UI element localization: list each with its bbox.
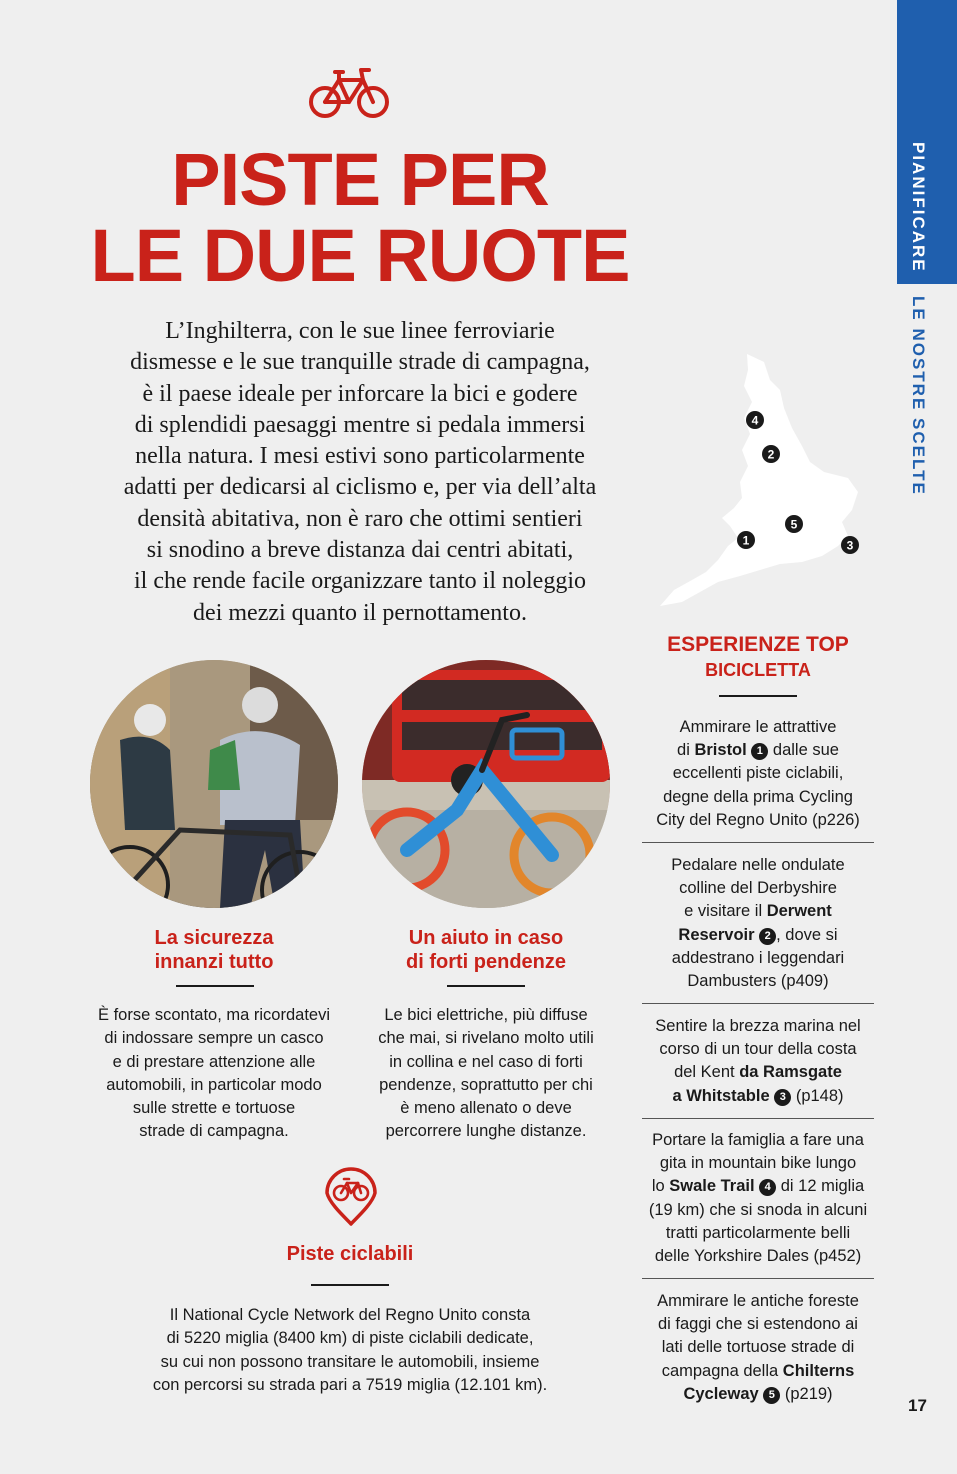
map-marker (785, 515, 803, 533)
map-marker (737, 531, 755, 549)
intro-line: densità abitativa, non è raro che ottimi sentieri (137, 505, 583, 532)
experience-line: (19 km) che si snoda in alcuni (648, 1200, 868, 1219)
experiences-title: ESPERIENZE TOP (667, 633, 849, 656)
divider (719, 695, 797, 697)
box-title-line: di forti pendenze (406, 951, 566, 973)
divider (447, 985, 525, 987)
box-safety-text (79, 1004, 349, 1144)
place-name: a Whitstable (672, 1086, 770, 1105)
box-text-line: su cui non possono transitare le automobili, insieme (160, 1352, 540, 1371)
experience-line: Ammirare le antiche foreste (657, 1292, 859, 1310)
intro-line: nella natura. I mesi estivi sono particolarmente (135, 443, 585, 470)
experience-line: campagna della Chilterns (661, 1361, 855, 1380)
box-text-line: con percorsi su strada pari a 7519 miglia (12.101 km). (152, 1375, 548, 1394)
map-number-badge: 4 (759, 1179, 776, 1196)
experience-line: eccellenti piste ciclabili, (672, 764, 844, 783)
intro-line: dei mezzi quanto il pernottamento. (193, 599, 527, 626)
box-cycle-paths-text (100, 1304, 600, 1397)
box-text-line: sulle strette e tortuose (132, 1099, 296, 1118)
page-number: 17 (908, 1396, 927, 1415)
cyclists-illustration (90, 660, 338, 908)
map-number-badge: 3 (774, 1089, 791, 1106)
place-name: Cycleway (683, 1384, 759, 1403)
box-text-line: pendenze, soprattutto per chi (379, 1075, 593, 1094)
experience-line: del Kent da Ramsgate (674, 1063, 842, 1082)
box-cycle-paths-title: Piste ciclabili (286, 1243, 414, 1265)
experience-line: lati delle tortuose strade di (661, 1338, 855, 1357)
svg-text:1: 1 (742, 533, 750, 548)
box-ebike-text (351, 1004, 621, 1144)
experience-item-bristol (642, 716, 874, 843)
bicycle-icon (307, 62, 393, 122)
experience-line: a Whitstable 3 (p148) (672, 1086, 844, 1105)
experience-line: Reservoir 2 , dove si (678, 925, 838, 944)
svg-text:2: 2 (767, 447, 775, 462)
svg-text:3: 3 (846, 538, 854, 553)
map-marker (841, 536, 859, 554)
svg-text:5: 5 (790, 517, 798, 532)
intro-line: di splendidi paesaggi mentre si pedala immersi (134, 411, 586, 438)
page-title-line-1: PISTE PER (171, 138, 549, 221)
place-name: Reservoir (678, 925, 755, 944)
place-name: Chilterns (782, 1361, 855, 1380)
box-text-line: automobili, in particolar modo (106, 1075, 322, 1094)
box-title-line: Un aiuto in caso (408, 927, 564, 949)
experience-line: e visitare il Derwent (684, 902, 832, 921)
section-label-le-nostre-scelte: LE NOSTRE SCELTE (909, 296, 928, 496)
map-number-badge: 2 (759, 928, 776, 945)
experience-item-derwent (642, 854, 874, 1004)
box-text-line: e di prestare attenzione alle (112, 1052, 316, 1071)
map-marker (746, 411, 764, 429)
map-number-badge: 5 (763, 1387, 780, 1404)
box-ebike-title (361, 926, 611, 974)
experience-line: degne della prima Cycling (663, 787, 853, 806)
experience-item-chilterns (642, 1290, 874, 1410)
box-text-line: in collina e nel caso di forti (389, 1052, 583, 1071)
ebike-bus-photo (362, 660, 610, 908)
experience-line: City del Regno Unito (p226) (656, 810, 860, 829)
box-text-line: Il National Cycle Network del Regno Unito consta (169, 1306, 531, 1324)
box-text-line: È forse scontato, ma ricordatevi (97, 1006, 330, 1024)
box-text-line: di indossare sempre un casco (104, 1029, 324, 1048)
box-text-line: è meno allenato o deve (400, 1099, 572, 1118)
box-text-line: di 5220 miglia (8400 km) di piste ciclabili dedicate, (166, 1329, 534, 1348)
place-name: Bristol (694, 741, 747, 760)
ebike-illustration (362, 660, 610, 908)
experience-line: delle Yorkshire Dales (p452) (654, 1247, 862, 1266)
box-text-line: Le bici elettriche, più diffuse (384, 1006, 588, 1024)
experience-line: Sentire la brezza marina nel (655, 1017, 861, 1035)
england-map (652, 350, 862, 610)
experience-line: Cycleway 5 (p219) (683, 1384, 833, 1403)
bike-location-pin-icon (322, 1163, 380, 1227)
experience-line: lo Swale Trail 4 di 12 miglia (651, 1177, 865, 1196)
intro-line: dismesse e le sue tranquille strade di campagna, (130, 349, 590, 376)
intro-paragraph (70, 316, 650, 629)
svg-text:4: 4 (751, 413, 759, 428)
experience-line: gita in mountain bike lungo (659, 1154, 857, 1173)
experience-item-kent (642, 1015, 874, 1119)
place-name: Derwent (766, 902, 832, 921)
cyclists-photo (90, 660, 338, 908)
box-title-line: La sicurezza (154, 927, 274, 949)
divider (176, 985, 254, 987)
box-title-line: innanzi tutto (154, 951, 274, 973)
place-name: da Ramsgate (739, 1063, 842, 1082)
experience-line: Dambusters (p409) (687, 972, 829, 991)
experience-line: corso di un tour della costa (659, 1040, 857, 1059)
experience-line: Ammirare le attrattive (679, 718, 837, 736)
box-text-line: strade di campagna. (139, 1122, 289, 1141)
experience-line: addestrano i leggendari (671, 948, 845, 967)
section-label-pianificare: PIANIFICARE (909, 142, 928, 273)
box-text-line: percorrere lunghe distanze. (385, 1122, 587, 1141)
intro-line: si snodino a breve distanza dai centri abitati, (146, 537, 574, 564)
page-title-line-2: LE DUE RUOTE (90, 214, 630, 297)
box-safety-title (89, 926, 339, 974)
experience-line: tratti particolarmente belli (665, 1223, 851, 1242)
intro-line: è il paese ideale per inforcare la bici e godere (142, 380, 578, 407)
experiences-heading (640, 632, 876, 682)
divider (311, 1284, 389, 1286)
experiences-subtitle: BICICLETTA (705, 660, 811, 680)
experience-line: colline del Derbyshire (679, 879, 837, 898)
experience-line: Portare la famiglia a fare una (652, 1131, 864, 1149)
experience-line: di faggi che si estendono ai (658, 1315, 858, 1334)
map-number-badge: 1 (751, 743, 768, 760)
map-marker (762, 445, 780, 463)
intro-line: adatti per dedicarsi al ciclismo e, per via dell’alta (123, 474, 597, 501)
experience-line: Pedalare nelle ondulate (671, 856, 845, 874)
box-text-line: che mai, si rivelano molto utili (378, 1029, 594, 1048)
experience-line: di Bristol 1 dalle sue (677, 741, 839, 760)
place-name: Swale Trail (669, 1177, 755, 1196)
experience-item-swale-trail (642, 1129, 874, 1279)
intro-line: il che rende facile organizzare tanto il noleggio (133, 568, 586, 595)
intro-line: L’Inghilterra, con le sue linee ferroviarie (165, 318, 555, 344)
